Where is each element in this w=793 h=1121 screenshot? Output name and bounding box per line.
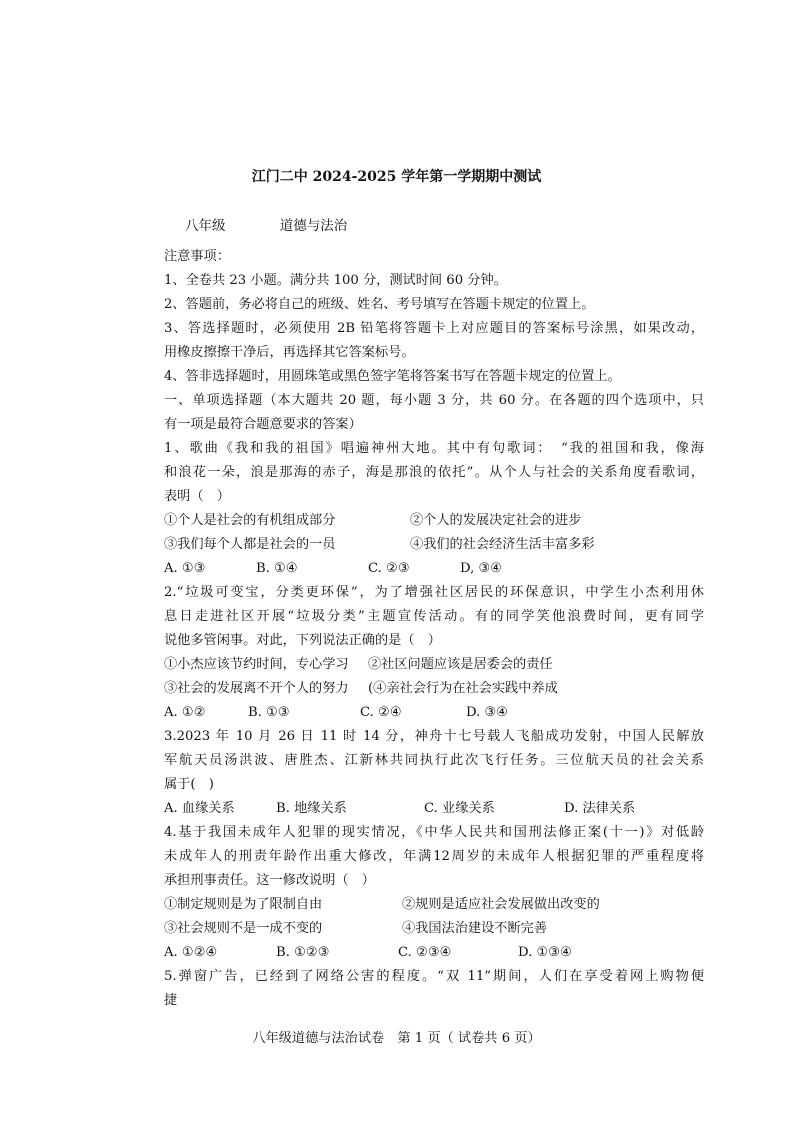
choice: C. ②④ <box>360 705 402 720</box>
statement: ②规则是适应社会发展做出改变的 <box>402 897 600 912</box>
statement: (④亲社会行为在社会实践中养成 <box>368 681 558 696</box>
statement-row <box>164 919 704 939</box>
statement: ①小杰应该节约时间，专心学习 <box>164 657 349 672</box>
choice: D. ③④ <box>466 705 509 720</box>
choice: B. ①②③ <box>276 945 330 960</box>
notes-heading: 注意事项： <box>164 249 230 264</box>
subject-label: 道德与法治 <box>279 218 348 234</box>
question-stem: 息日走进社区开展“垃圾分类”主题宣传活动。有的同学笑他浪费时间，更有同学 <box>164 609 704 624</box>
choice: C. ②③④ <box>398 945 452 960</box>
choice-row <box>164 799 704 819</box>
statement-row <box>164 895 704 915</box>
question-stem: 3.2023 年 10 月 26 日 11 时 14 分，神舟十七号载人飞船成功发射，中国人民解放 <box>164 729 704 744</box>
note-item: 3、答选择题时，必须使用 2B 铅笔将答题卡上对应题目的答案标号涂黑，如果改动， <box>164 321 704 336</box>
statement-row <box>164 535 704 555</box>
choice: A. ①③ <box>164 561 206 576</box>
question-stem: 说他多管闲事。对此，下列说法正确的是（ ） <box>164 633 441 648</box>
statement-row <box>164 655 704 675</box>
subject-line <box>185 214 347 234</box>
choice: A. ①② <box>164 705 206 720</box>
note-item: 2、答题前，务必将自己的班级、姓名、考号填写在答题卡规定的位置上。 <box>164 297 595 312</box>
exam-title: 江门二中 2024-2025 学年第一学期期中测试 <box>251 169 542 185</box>
statement: ②社区问题应该是居委会的责任 <box>368 657 553 672</box>
choice: D, ③④ <box>460 561 503 576</box>
note-item: 4、答非选择题时，用圆珠笔或黑色签字笔将答案书写在答题卡规定的位置上。 <box>164 369 621 384</box>
choice: B. ①③ <box>248 705 290 720</box>
choice: D. 法律关系 <box>564 801 636 816</box>
question-stem: 4.基于我国未成年人犯罪的现实情况，《中华人民共和国刑法修正案(十一)》对低龄 <box>164 825 704 840</box>
choice: C. ②③ <box>368 561 410 576</box>
statement-row <box>164 679 704 699</box>
question-stem: 2.“垃圾可变宝，分类更环保”，为了增强社区居民的环保意识，中学生小杰利用休 <box>164 585 704 600</box>
grade-label: 八年级 <box>185 218 226 234</box>
statement: ④我国法治建设不断完善 <box>402 921 548 936</box>
note-item: 用橡皮擦擦干净后，再选择其它答案标号。 <box>164 345 415 360</box>
note-item: 1、全卷共 23 小题。满分共 100 分，测试时间 60 分钟。 <box>164 273 507 288</box>
statement: ①制定规则是为了限制自由 <box>164 897 323 912</box>
statement: ④我们的社会经济生活丰富多彩 <box>410 537 595 552</box>
page-footer: 八年级道德与法治试卷 第 1 页（ 试卷共 6 页） <box>252 1031 541 1046</box>
choice: C. 业缘关系 <box>424 801 495 816</box>
choice: D. ①③④ <box>518 945 572 960</box>
statement: ③社会的发展离不开个人的努力 <box>164 681 349 696</box>
question-stem: 表明（ ） <box>164 489 230 504</box>
statement-row <box>164 511 704 531</box>
question-stem: 和浪花一朵，浪是那海的赤子，海是那浪的依托”。从个人与社会的关系角度看歌词， <box>164 465 704 480</box>
question-stem: 未成年人的刑责年龄作出重大修改，年满12周岁的未成年人根据犯罪的严重程度将 <box>164 849 704 864</box>
statement: ①个人是社会的有机组成部分 <box>164 513 336 528</box>
choice-row <box>164 703 704 723</box>
question-stem: 5.弹窗广告，已经到了网络公害的程度。“双 11”期间，人们在享受着网上购物便 <box>164 969 704 984</box>
choice-row <box>164 559 704 579</box>
choice: A. ①②④ <box>164 945 218 960</box>
section-heading: 一、单项选择题（本大题共 20 题，每小题 3 分，共 60 分。在各题的四个选项中，只 <box>164 393 704 408</box>
choice: B. 地缘关系 <box>276 801 347 816</box>
choice-row <box>164 943 704 963</box>
statement: ②个人的发展决定社会的进步 <box>410 513 582 528</box>
section-heading-cont: 有一项是最符合题意要求的答案） <box>164 417 362 432</box>
question-stem: 捷 <box>164 993 178 1008</box>
question-stem: 承担刑事责任。这一修改说明（ ） <box>164 873 375 888</box>
choice: A. 血缘关系 <box>164 801 235 816</box>
question-stem: 属于( ) <box>164 777 214 792</box>
statement: ③社会规则不是一成不变的 <box>164 921 323 936</box>
question-stem: 1、歌曲《我和我的祖国》唱遍神州大地。其中有句歌词： “我的祖国和我，像海 <box>164 441 704 456</box>
question-stem: 军航天员汤洪波、唐胜杰、江新林共同执行此次飞行任务。三位航天员的社会关系 <box>164 753 704 768</box>
choice: B. ①④ <box>256 561 298 576</box>
statement: ③我们每个人都是社会的一员 <box>164 537 336 552</box>
